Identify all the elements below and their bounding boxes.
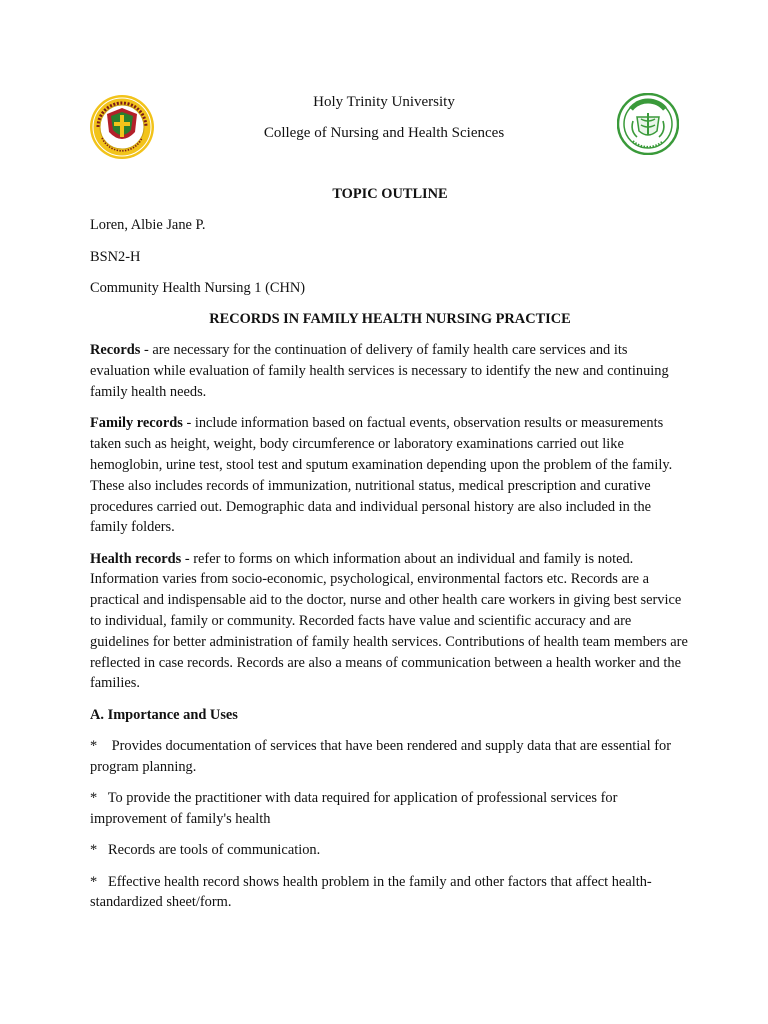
course-name: Community Health Nursing 1 (CHN) <box>90 279 306 296</box>
paragraph-health-records <box>90 549 690 695</box>
term-health-records: Health records <box>90 550 182 567</box>
definition-records: - are necessary for the continuation of delivery of family health care services and its evaluation while evaluation of family health services is necessary to identify the new and continuing family health needs. <box>90 342 669 401</box>
document-title: TOPIC OUTLINE <box>332 186 448 202</box>
list-item: * To provide the practitioner with data required for application of professional services for improvement of family's health <box>90 790 622 827</box>
document-body <box>90 184 690 924</box>
list-item: * Effective health record shows health problem in the family and other factors that affect health-standardized sheet/form. <box>90 873 652 911</box>
student-section: BSN2-H <box>90 248 141 265</box>
paragraph-family-records <box>90 413 690 538</box>
list-item: * Provides documentation of services that have been rendered and supply data that are essential for program planning. <box>90 738 675 775</box>
term-records: Records <box>90 342 141 359</box>
subheading-importance: A. Importance and Uses <box>90 706 238 723</box>
list-item: * Records are tools of communication. <box>90 842 321 859</box>
university-name: Holy Trinity University <box>313 94 455 110</box>
definition-health-records: - refer to forms on which information about an individual and family is noted. Information varies from socio-economic, psychological, environmental factors etc. Records are a practical and indispensable aid to the doctor, nurse and other health care workers in giving best service to individual, family or community. Recorded facts have value and scientific accuracy and are guidelines for better administration of family health services. Contributions of health team members are reflected in case records. Records are also a means of communication between a health worker and the families. <box>90 550 688 692</box>
definition-family-records: - include information based on factual events, observation results or measurements taken such as height, weight, body circumference or laboratory examinations carried out like hemoglobin, urine test, stool test and sputum examination depending upon the problem of the family. These also includes records of immunization, nutritional status, medical prescription and curative procedures carried out. Demographic data and individual personal history are also included in the family folders. <box>90 415 673 536</box>
term-family-records: Family records <box>90 415 183 432</box>
student-name: Loren, Albie Jane P. <box>90 217 206 234</box>
college-name: College of Nursing and Health Sciences <box>263 125 505 141</box>
section-title: RECORDS IN FAMILY HEALTH NURSING PRACTICE <box>209 311 571 328</box>
paragraph-records <box>90 340 690 402</box>
